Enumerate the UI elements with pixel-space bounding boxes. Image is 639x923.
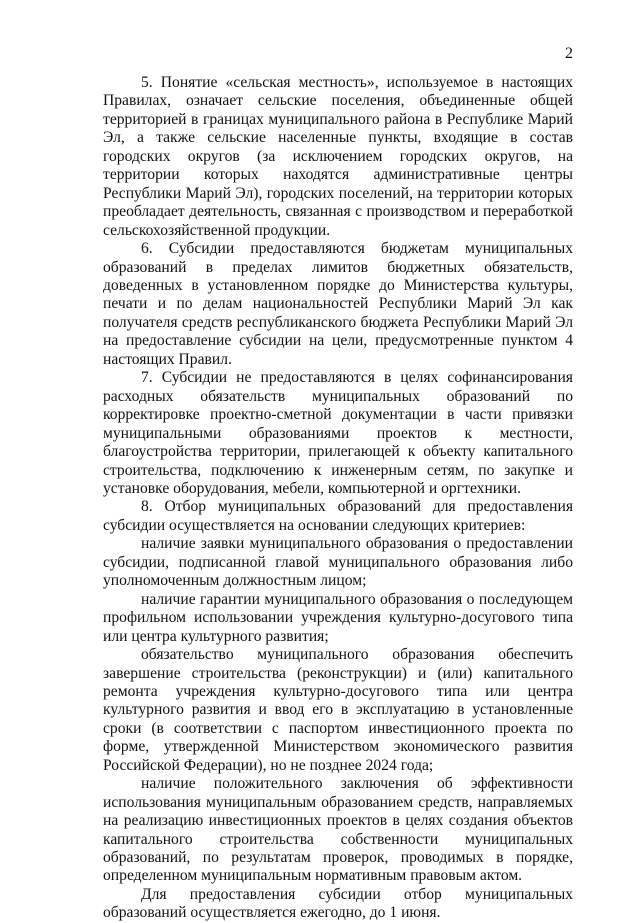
paragraph-6: 6. Субсидии предоставляются бюджетам муниципальных образований в пределах лимитов бюджетных обязательств, доведенных в установленном порядке до Министерства культуры, печати и по делам национальностей Республики Марий Эл как получателя средств республиканского бюджета Республики Марий Эл на предоставление субсидии на цели, предусмотренные пунктом 4 настоящих Правил. [103, 240, 573, 368]
criterion-guarantee: наличие гарантии муниципального образования о последующем профильном использовании учреждения культурно-досугового типа или центра культурного развития; [103, 590, 573, 645]
paragraph-7: 7. Субсидии не предоставляются в целях софинансирования расходных обязательств муниципальных образований по корректировке проектно-сметной документации в части привязки муниципальными образованиями проектов к местности, благоустройства территории, прилегающей к объекту капитального строительства, подключению к инженерным сетям, по закупке и установке оборудования, мебели, компьютерной и оргтехники. [103, 369, 573, 497]
paragraph-8: 8. Отбор муниципальных образований для предоставления субсидии осуществляется на основании следующих критериев: [103, 498, 573, 534]
criterion-obligation: обязательство муниципального образования обеспечить завершение строительства (реконструкции) и (или) капитального ремонта учреждения культурно-досугового типа или центра культурного развития и ввод его в эксплуатацию в установленные сроки (в соответствии с паспортом инвестиционного проекта по форме, утвержденной Министерством экономического развития Российской Федерации), но не позднее 2024 года; [103, 646, 573, 774]
page-number: 2 [565, 45, 573, 62]
document-body [103, 74, 573, 923]
paragraph-5: 5. Понятие «сельская местность», используемое в настоящих Правилах, означает сельские поселения, объединенные общей территорией в границах муниципального района в Республике Марий Эл, а также сельские населенные пункты, входящие в состав городских округов (за исключением городских округов, на территории которых находятся административные центры Республики Марий Эл), городских поселений, на территории которых преобладает деятельность, связанная с производством и переработкой сельскохозяйственной продукции. [103, 74, 573, 239]
criterion-application: наличие заявки муниципального образования о предоставлении субсидии, подписанной главой муниципального образования либо уполномоченным должностным лицом; [103, 535, 573, 590]
selection-schedule: Для предоставления субсидии отбор муниципальных образований осуществляется ежегодно, до 1 июня. [103, 885, 573, 922]
criterion-efficiency: наличие положительного заключения об эффективности использования муниципальным образованием средств, направляемых на реализацию инвестиционных проектов в целях создания объектов капитального строительства собственности муниципальных образований, по результатам проверок, проводимых в порядке, определенном муниципальным нормативным правовым актом. [103, 775, 573, 885]
